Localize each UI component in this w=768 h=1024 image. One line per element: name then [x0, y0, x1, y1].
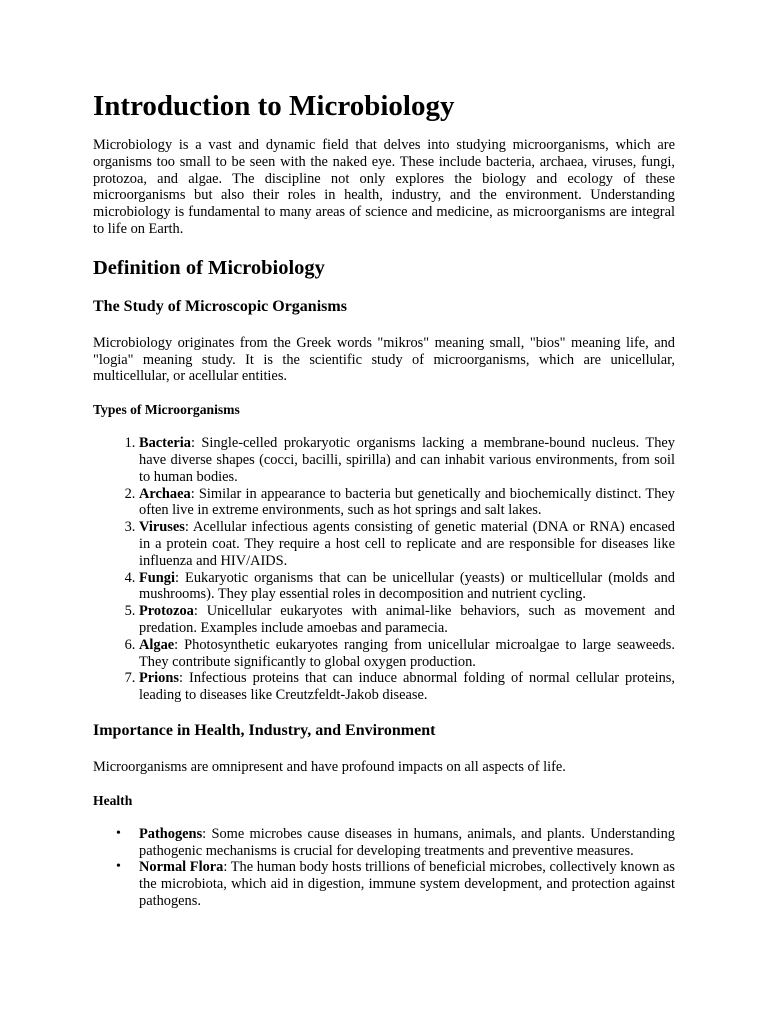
list-item-text: : The human body hosts trillions of beneficial microbes, collectively known as the microbiota, which aid in digestion, immune system development, and protection against pathogens. [139, 859, 675, 909]
list-item-text: : Similar in appearance to bacteria but genetically and biochemically distinct. They often live in extreme environments, such as hot springs and salt lakes. [139, 485, 675, 519]
list-item-prions [139, 670, 675, 704]
list-item-term: Prions [139, 670, 179, 687]
importance-paragraph: Microorganisms are omnipresent and have profound impacts on all aspects of life. [93, 758, 566, 775]
list-item-bacteria [139, 435, 675, 485]
list-item-text: : Infectious proteins that can induce abnormal folding of normal cellular proteins, leading to diseases like Creutzfeldt-Jakob disease. [139, 670, 675, 704]
list-item-algae [139, 637, 675, 671]
list-item-fungi [139, 570, 675, 604]
list-item-text: : Unicellular eukaryotes with animal-like behaviors, such as movement and predation. Examples include amoebas and paramecia. [139, 603, 675, 636]
list-item-term: Algae [139, 636, 175, 653]
types-heading: Types of Microorganisms [93, 402, 240, 418]
list-item-normal-flora [116, 859, 675, 909]
bullet-icon: • [116, 859, 121, 875]
definition-paragraph: Microbiology originates from the Greek words "mikros" meaning small, "bios" meaning life, and "logia" meaning study. It is the scientific study of microorganisms, which are unicellular, multicellular, or acellular entities. [93, 334, 675, 385]
list-item-pathogens [116, 825, 675, 860]
list-item-term: Fungi [139, 569, 175, 586]
list-item-term: Protozoa [139, 603, 194, 620]
list-item-text: : Eukaryotic organisms that can be unicellular (yeasts) or multicellular (molds and mushrooms). They play essential roles in decomposition and nutrient cycling. [139, 569, 675, 603]
list-item-text: : Single-celled prokaryotic organisms lacking a membrane-bound nucleus. They have diverse shapes (cocci, bacilli, spirilla) and can inhabit various environments, from soil to human bodies. [139, 435, 675, 485]
importance-heading: Importance in Health, Industry, and Environment [93, 721, 436, 739]
list-item-term: Bacteria [139, 435, 191, 452]
list-item-term: Normal Flora [139, 859, 224, 876]
list-item-archaea [139, 486, 675, 520]
intro-paragraph: Microbiology is a vast and dynamic field that delves into studying microorganisms, which are organisms too small to be seen with the naked eye. These include bacteria, archaea, viruses, fungi, protozoa, and algae. The discipline not only explores the biology and ecology of these microorganisms but also their roles in health, industry, and the environment. Understanding microbiology is fundamental to many areas of science and medicine, as microorganisms are integral to life on Earth. [93, 137, 675, 237]
document-page [93, 0, 675, 910]
list-item-viruses [139, 519, 675, 569]
health-list [93, 826, 675, 910]
list-item-protozoa [139, 603, 675, 637]
types-list [93, 435, 675, 704]
study-subheading: The Study of Microscopic Organisms [93, 297, 347, 315]
list-item-text: : Acellular infectious agents consisting of genetic material (DNA or RNA) encased in a protein coat. They require a host cell to replicate and are responsible for diseases like influenza and HIV/AIDS. [139, 519, 675, 569]
health-heading: Health [93, 792, 133, 808]
definition-heading: Definition of Microbiology [93, 256, 325, 279]
bullet-icon: • [116, 825, 121, 841]
list-item-text: : Photosynthetic eukaryotes ranging from unicellular microalgae to large seaweeds. They contribute significantly to global oxygen production. [139, 636, 675, 670]
list-item-term: Archaea [139, 485, 191, 502]
list-item-term: Viruses [139, 519, 185, 536]
list-item-term: Pathogens [139, 825, 203, 842]
page-title: Introduction to Microbiology [93, 90, 455, 122]
list-item-text: : Some microbes cause diseases in humans, animals, and plants. Understanding pathogenic mechanisms is crucial for developing treatments and preventive measures. [139, 825, 675, 859]
